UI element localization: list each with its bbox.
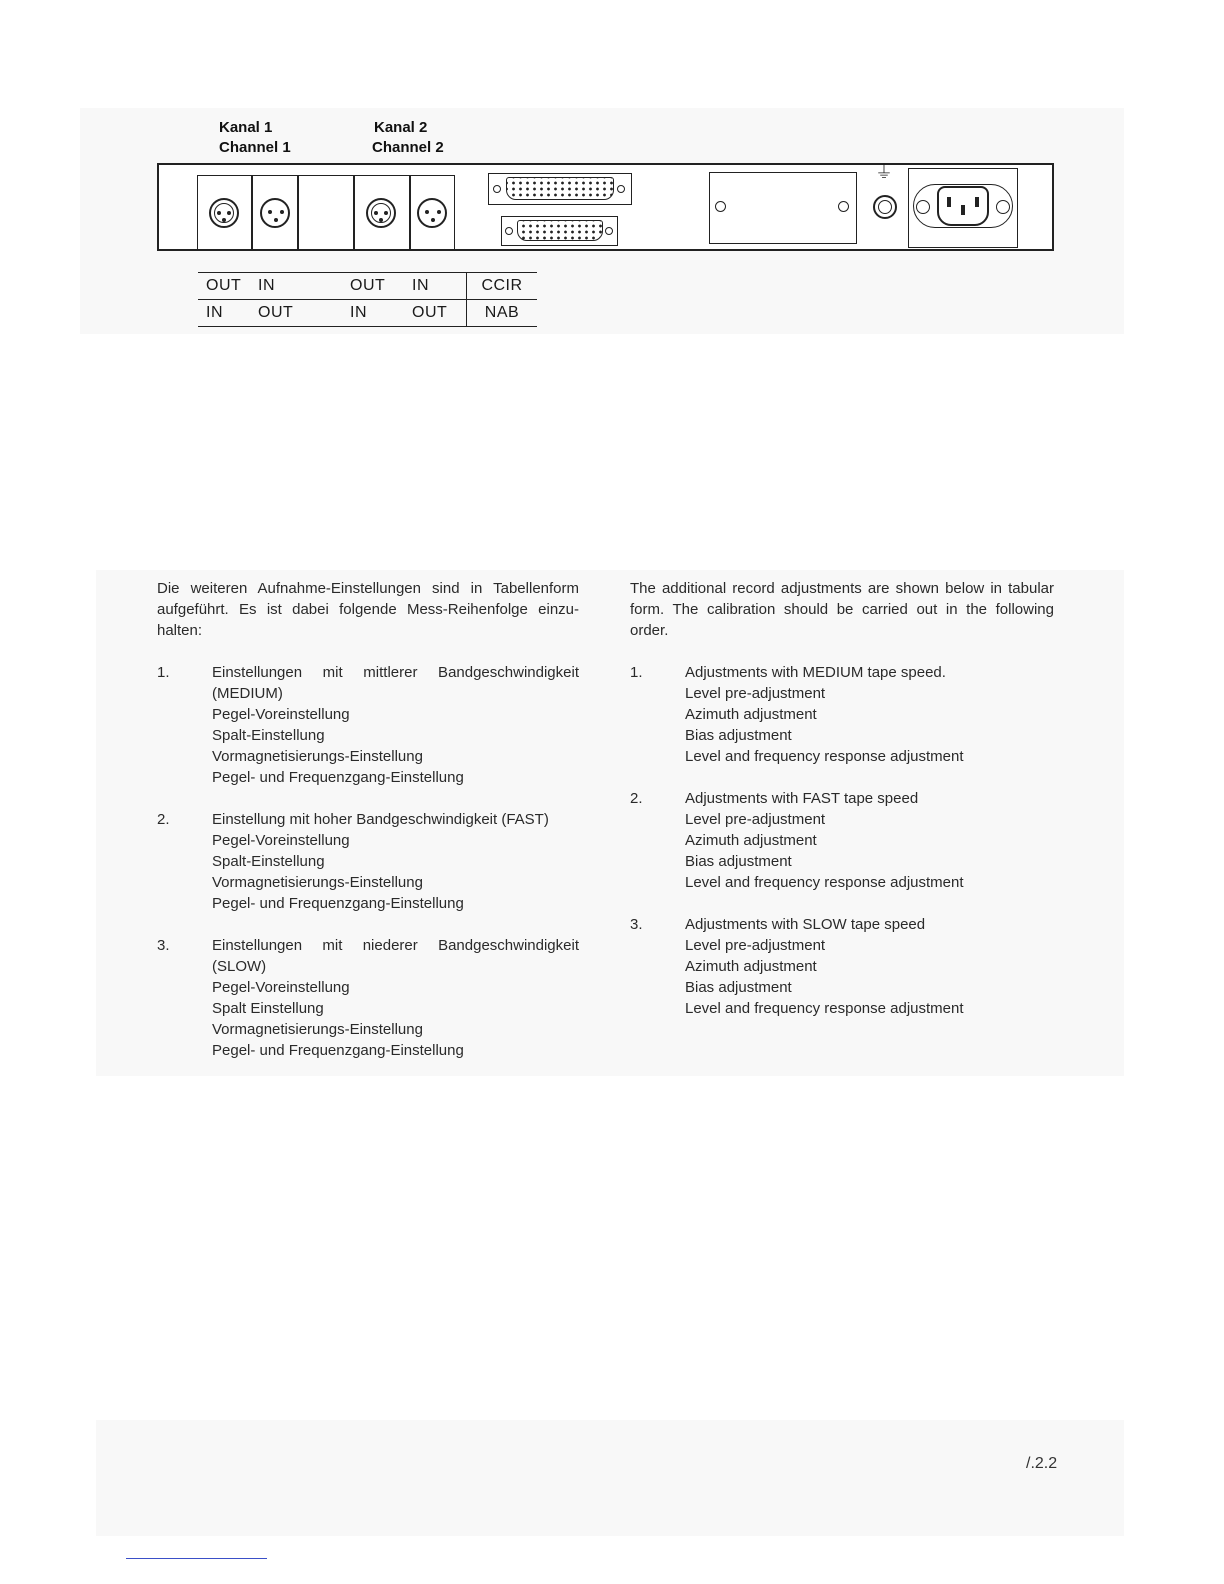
standard-cell: CCIR bbox=[467, 273, 538, 300]
xlr-female-icon bbox=[366, 198, 396, 228]
step-line: Level pre-adjustment bbox=[685, 811, 826, 828]
table-row bbox=[198, 273, 537, 300]
channel-1-xlr-in bbox=[251, 175, 299, 251]
german-step-3 bbox=[157, 935, 579, 1061]
step-line: Level pre-adjustment bbox=[685, 937, 826, 954]
step-heading: Adjustments with MEDIUM tape speed. bbox=[685, 664, 946, 681]
step-number: 2. bbox=[157, 811, 170, 828]
channel-2-de: Kanal 2 bbox=[374, 119, 428, 136]
table-cell: IN bbox=[198, 300, 258, 327]
xlr-male-icon bbox=[260, 198, 290, 228]
english-step-1 bbox=[630, 662, 1054, 767]
step-line: Pegel-Voreinstellung bbox=[212, 706, 350, 723]
step-number: 2. bbox=[630, 790, 643, 807]
cover-plate bbox=[709, 172, 857, 244]
scan-background-bottom bbox=[96, 1420, 1124, 1536]
step-line: Azimuth adjustment bbox=[685, 958, 817, 975]
mains-socket-icon bbox=[908, 168, 1018, 248]
step-line: Vormagnetisierungs-Einstellung bbox=[212, 874, 423, 891]
table-cell: OUT bbox=[258, 300, 350, 327]
step-number: 3. bbox=[630, 916, 643, 933]
english-step-3 bbox=[630, 914, 1054, 1019]
table-cell: OUT bbox=[198, 273, 258, 300]
table-cell: IN bbox=[350, 300, 412, 327]
step-line: Pegel-Voreinstellung bbox=[212, 979, 350, 996]
step-line: Pegel- und Frequenzgang-Einstellung bbox=[212, 895, 464, 912]
step-line: Vormagnetisierungs-Einstellung bbox=[212, 1021, 423, 1038]
blank-section bbox=[297, 175, 355, 251]
step-line: Bias adjustment bbox=[685, 979, 792, 996]
table-cell: IN bbox=[412, 273, 467, 300]
english-intro: The additional record adjustments are shown below in tabular form. The calibration should be carried out in the following order. bbox=[630, 580, 1054, 639]
german-intro: Die weiteren Aufnahme-Einstellungen sind in Tabellenform aufgeführt. Es ist dabei folgende Mess-Reihenfolge einzu- halten: bbox=[157, 580, 579, 639]
channel-2-xlr-in bbox=[409, 175, 455, 251]
step-line: Level pre-adjustment bbox=[685, 685, 826, 702]
english-step-2 bbox=[630, 788, 1054, 893]
channel-2-xlr-out bbox=[353, 175, 411, 251]
step-line: Pegel- und Frequenzgang-Einstellung bbox=[212, 769, 464, 786]
step-line: Level and frequency response adjustment bbox=[685, 874, 964, 891]
standard-cell: NAB bbox=[467, 300, 538, 327]
step-line: Azimuth adjustment bbox=[685, 832, 817, 849]
step-line: Vormagnetisierungs-Einstellung bbox=[212, 748, 423, 765]
step-heading: Adjustments with FAST tape speed bbox=[685, 790, 919, 807]
ground-icon: ⏚ bbox=[875, 162, 893, 182]
dsub-connector-icon bbox=[501, 216, 618, 246]
channel-1-de: Kanal 1 bbox=[219, 119, 273, 136]
rear-panel-diagram bbox=[157, 163, 1054, 251]
step-number: 1. bbox=[157, 664, 170, 681]
german-step-2 bbox=[157, 809, 579, 914]
channel-2-label bbox=[372, 118, 444, 158]
step-line: Azimuth adjustment bbox=[685, 706, 817, 723]
footer-rule bbox=[126, 1558, 267, 1559]
step-line: Bias adjustment bbox=[685, 727, 792, 744]
step-line: Pegel-Voreinstellung bbox=[212, 832, 350, 849]
step-heading: Einstellungen mit mittlerer Bandgeschwindigkeit (MEDIUM) bbox=[212, 664, 579, 702]
connector-assignment-table bbox=[198, 272, 537, 327]
channel-1-xlr-out bbox=[197, 175, 253, 251]
dsub-connector-icon bbox=[488, 173, 632, 205]
step-line: Spalt-Einstellung bbox=[212, 727, 325, 744]
german-column bbox=[157, 578, 579, 1061]
step-line: Level and frequency response adjustment bbox=[685, 1000, 964, 1017]
xlr-male-icon bbox=[417, 198, 447, 228]
step-line: Level and frequency response adjustment bbox=[685, 748, 964, 765]
table-cell: IN bbox=[258, 273, 350, 300]
step-line: Pegel- und Frequenzgang-Einstellung bbox=[212, 1042, 464, 1059]
step-heading: Adjustments with SLOW tape speed bbox=[685, 916, 926, 933]
page-number: /.2.2 bbox=[1026, 1455, 1058, 1472]
table-cell: OUT bbox=[412, 300, 467, 327]
step-heading: Einstellung mit hoher Bandgeschwindigkeit (FAST) bbox=[212, 811, 549, 828]
english-column bbox=[630, 578, 1054, 1019]
step-number: 3. bbox=[157, 937, 170, 954]
ground-terminal bbox=[873, 195, 897, 219]
channel-2-en: Channel 2 bbox=[372, 139, 444, 156]
german-step-1 bbox=[157, 662, 579, 788]
step-line: Spalt Einstellung bbox=[212, 1000, 324, 1017]
channel-1-en: Channel 1 bbox=[219, 139, 291, 156]
step-number: 1. bbox=[630, 664, 643, 681]
step-line: Spalt-Einstellung bbox=[212, 853, 325, 870]
table-row bbox=[198, 300, 537, 327]
step-heading: Einstellungen mit niederer Bandgeschwindigkeit (SLOW) bbox=[212, 937, 579, 975]
xlr-female-icon bbox=[209, 198, 239, 228]
table-cell: OUT bbox=[350, 273, 412, 300]
step-line: Bias adjustment bbox=[685, 853, 792, 870]
channel-1-label bbox=[219, 118, 291, 158]
